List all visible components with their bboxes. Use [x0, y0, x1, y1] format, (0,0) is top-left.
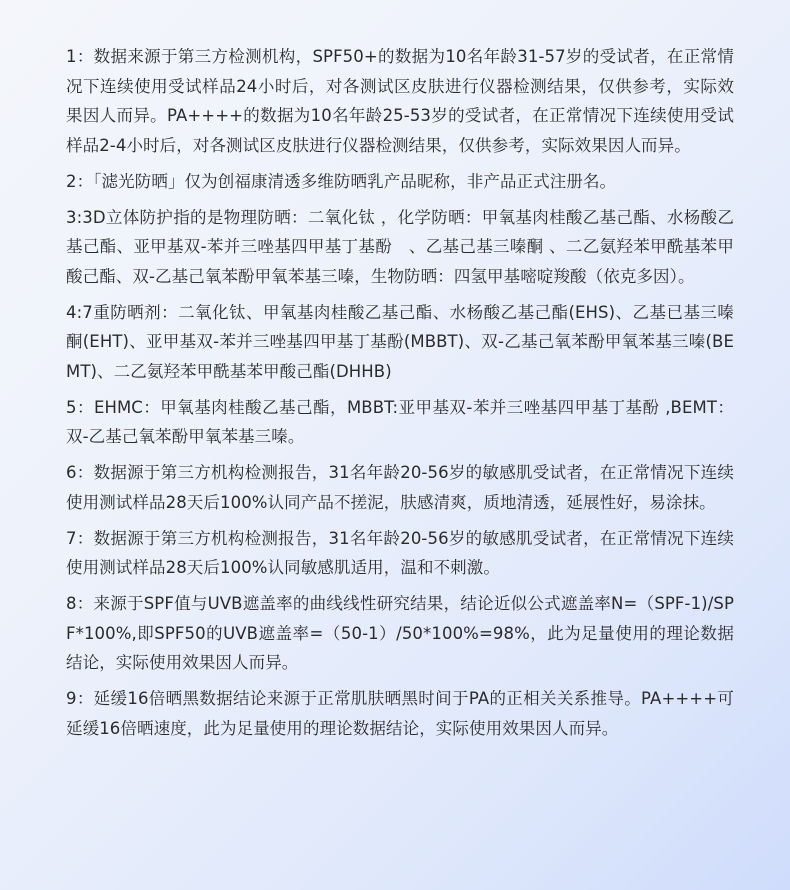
- footnotes-list: [66, 42, 734, 862]
- footnote-9: 9：延缓16倍晒黑数据结论来源于正常肌肤晒黑时间于PA的正相关关系推导。PA++++可延缓16倍晒速度，此为足量使用的理论数据结论，实际使用效果因人而异。: [66, 689, 734, 738]
- footnote-1: 1：数据来源于第三方检测机构，SPF50+的数据为10名年龄31-57岁的受试者，在正常情况下连续使用受试样品24小时后，对各测试区皮肤进行仪器检测结果，仅供参考，实际效果因人而异。PA++++的数据为10名年龄25-53岁的受试者，在正常情况下连续使用受试样品2-4小时后，对各测试区皮肤进行仪器检测结果，仅供参考，实际效果因人而异。: [66, 47, 734, 155]
- footnote-5: 5：EHMC：甲氧基肉桂酸乙基己酯，MBBT:亚甲基双-苯并三唑基四甲基丁基酚 ,BEMT：双-乙基己氧苯酚甲氧苯基三嗪。: [66, 397, 734, 446]
- footnote-6: 6：数据源于第三方机构检测报告，31名年龄20-56岁的敏感肌受试者，在正常情况下连续使用测试样品28天后100%认同产品不搓泥，肤感清爽，质地清透，延展性好，易涂抹。: [66, 463, 734, 512]
- footnote-4: 4:7重防晒剂：二氧化钛、甲氧基肉桂酸乙基己酯、水杨酸乙基己酯(EHS)、乙基已基三嗪酮(EHT)、亚甲基双-苯并三唑基四甲基丁基酚(MBBT)、双-乙基己氧苯酚甲氧苯基三嗪(BEMT)、二乙氨羟苯甲酰基苯甲酸己酯(DHHB): [66, 302, 734, 381]
- footnote-3: 3:3D立体防护指的是物理防晒：二氧化钛 ，化学防晒：甲氧基肉桂酸乙基己酯、水杨酸乙基己酯、亚甲基双-苯并三唑基四甲基丁基酚 、乙基己基三嗪酮 、二乙氨羟苯甲酰基苯甲酸己酯、双-乙基己氧苯酚甲氧苯基三嗪，生物防晒：四氢甲基嘧啶羧酸（依克多因）。: [66, 207, 734, 286]
- footnote-2: 2：「滤光防晒」仅为创福康清透多维防晒乳产品昵称，非产品正式注册名。: [66, 171, 617, 191]
- footnote-7: 7：数据源于第三方机构检测报告，31名年龄20-56岁的敏感肌受试者，在正常情况下连续使用测试样品28天后100%认同敏感肌适用，温和不刺激。: [66, 528, 734, 577]
- footnote-8: 8：来源于SPF值与UVB遮盖率的曲线线性研究结果，结论近似公式遮盖率N=（SPF-1)/SPF*100%,即SPF50的UVB遮盖率=（50-1）/50*100%=98%，此为足量使用的理论数据结论，实际使用效果因人而异。: [66, 594, 734, 672]
